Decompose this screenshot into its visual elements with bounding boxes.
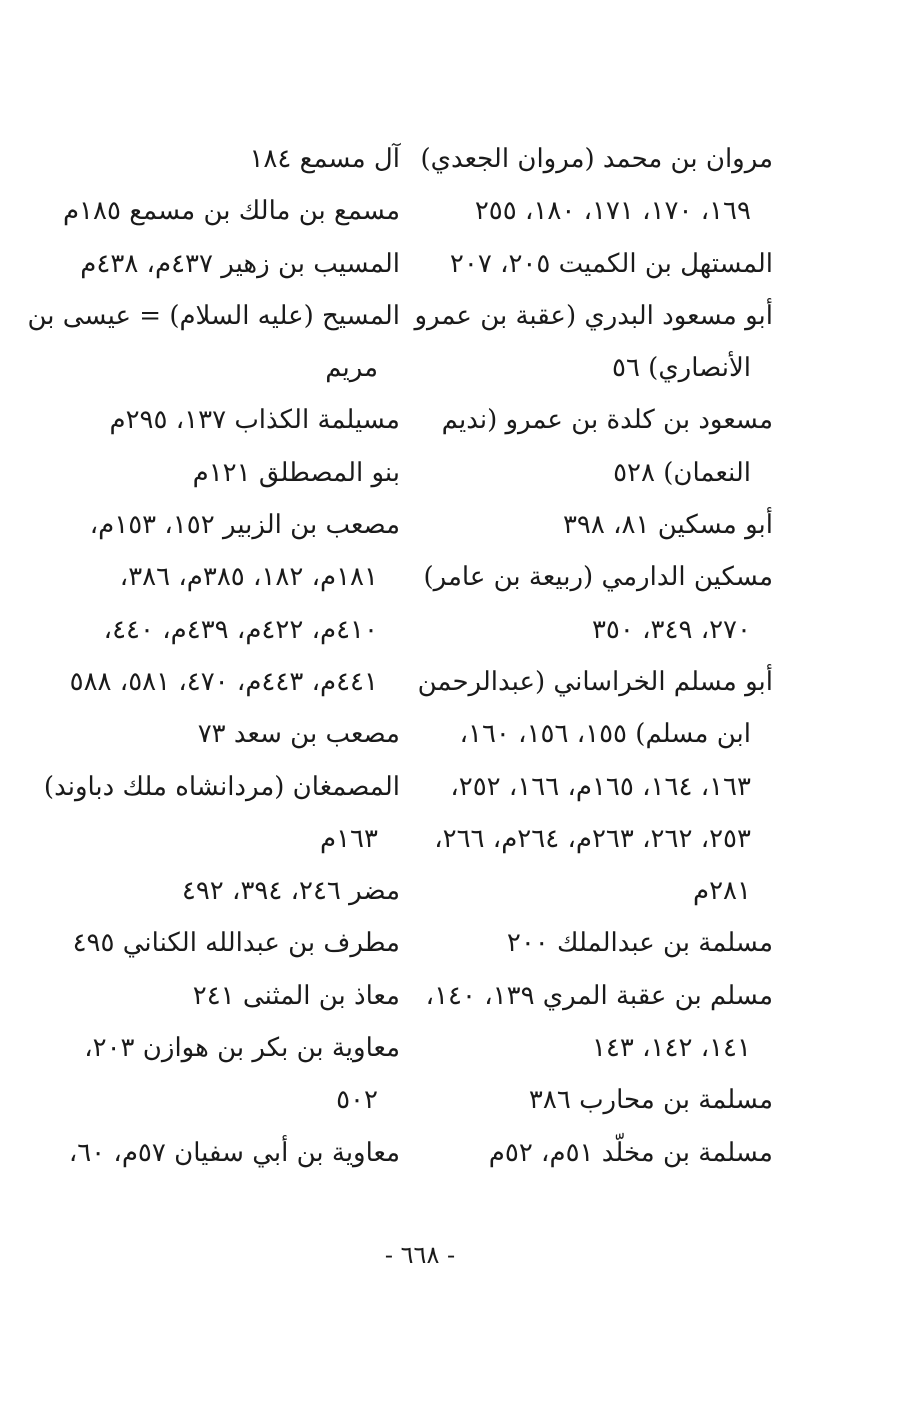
index-line: مصعب بن الزبير ١٥٢، ١٥٣م، bbox=[89, 510, 400, 541]
index-line: مروان بن محمد (مروان الجعدي) bbox=[420, 144, 773, 174]
index-line: مسعود بن كلدة بن عمرو (نديم bbox=[441, 405, 773, 436]
index-line: معاذ بن المثنى ٢٤١ bbox=[192, 980, 400, 1011]
index-line: مسمع بن مالك بن مسمع ١٨٥م bbox=[62, 196, 400, 227]
index-line: المسيب بن زهير ٤٣٧م، ٤٣٨م bbox=[80, 248, 400, 279]
index-line: مصعب بن سعد ٧٣ bbox=[197, 719, 400, 750]
index-line: ٤٤١م، ٤٤٣م، ٤٧٠، ٥٨١، ٥٨٨ bbox=[69, 666, 378, 697]
index-line: ٤١٠م، ٤٢٢م، ٤٣٩م، ٤٤٠، bbox=[103, 614, 378, 645]
index-line: معاوية بن أبي سفيان ٥٧م، ٦٠، bbox=[68, 1137, 400, 1168]
index-line: مسيلمة الكذاب ١٣٧، ٢٩٥م bbox=[109, 405, 400, 436]
index-line: بنو المصطلق ١٢١م bbox=[192, 457, 400, 488]
index-line: الأنصاري) ٥٦ bbox=[611, 353, 751, 384]
page-number: - ٦٦٨ - bbox=[384, 1241, 456, 1269]
index-line: مسلمة بن مخلّد ٥١م، ٥٢م bbox=[488, 1137, 773, 1168]
index-line: النعمان) ٥٢٨ bbox=[613, 457, 751, 488]
index-line: المسيح (عليه السلام) = عيسى بن bbox=[27, 300, 400, 331]
index-line: مريم bbox=[325, 353, 378, 384]
index-line: مسكين الدارمي (ربيعة بن عامر) bbox=[423, 562, 773, 593]
index-line: ١٦٣، ١٦٤، ١٦٥م، ١٦٦، ٢٥٢، bbox=[450, 771, 751, 802]
index-line: ٢٧٠، ٣٤٩، ٣٥٠ bbox=[591, 614, 751, 645]
index-line: ٢٥٣، ٢٦٢، ٢٦٣م، ٢٦٤م، ٢٦٦، bbox=[434, 823, 751, 854]
index-line: مسلم بن عقبة المري ١٣٩، ١٤٠، bbox=[425, 980, 773, 1011]
index-line: مطرف بن عبدالله الكناني ٤٩٥ bbox=[72, 928, 400, 959]
index-line: أبو مسلم الخراساني (عبدالرحمن bbox=[417, 666, 773, 697]
left-column bbox=[27, 133, 400, 1179]
index-line: أبو مسعود البدري (عقبة بن عمرو bbox=[414, 300, 773, 331]
index-line: مسلمة بن عبدالملك ٢٠٠ bbox=[506, 928, 773, 959]
index-line: آل مسمع ١٨٤ bbox=[249, 144, 400, 174]
index-line: المستهل بن الكميت ٢٠٥، ٢٠٧ bbox=[449, 248, 773, 279]
index-line: مسلمة بن محارب ٣٨٦ bbox=[528, 1085, 773, 1116]
index-line: أبو مسكين ٨١، ٣٩٨ bbox=[562, 510, 773, 541]
right-column bbox=[414, 133, 773, 1179]
index-line: المصمغان (مردانشاه ملك دباوند) bbox=[43, 771, 400, 802]
index-line: ابن مسلم) ١٥٥، ١٥٦، ١٦٠، bbox=[459, 719, 751, 750]
index-line: ١٨١م، ١٨٢، ٣٨٥م، ٣٨٦، bbox=[119, 562, 378, 593]
index-line: معاوية بن بكر بن هوازن ٢٠٣، bbox=[84, 1033, 400, 1064]
index-line: مضر ٢٤٦، ٣٩٤، ٤٩٢ bbox=[181, 876, 400, 907]
index-line: ٥٠٢ bbox=[336, 1085, 378, 1116]
index-line: ١٦٣م bbox=[319, 823, 378, 854]
index-line: ١٤١، ١٤٢، ١٤٣ bbox=[591, 1033, 751, 1064]
index-line: ٢٨١م bbox=[692, 876, 751, 907]
index-line: ١٦٩، ١٧٠، ١٧١، ١٨٠، ٢٥٥ bbox=[474, 196, 751, 227]
